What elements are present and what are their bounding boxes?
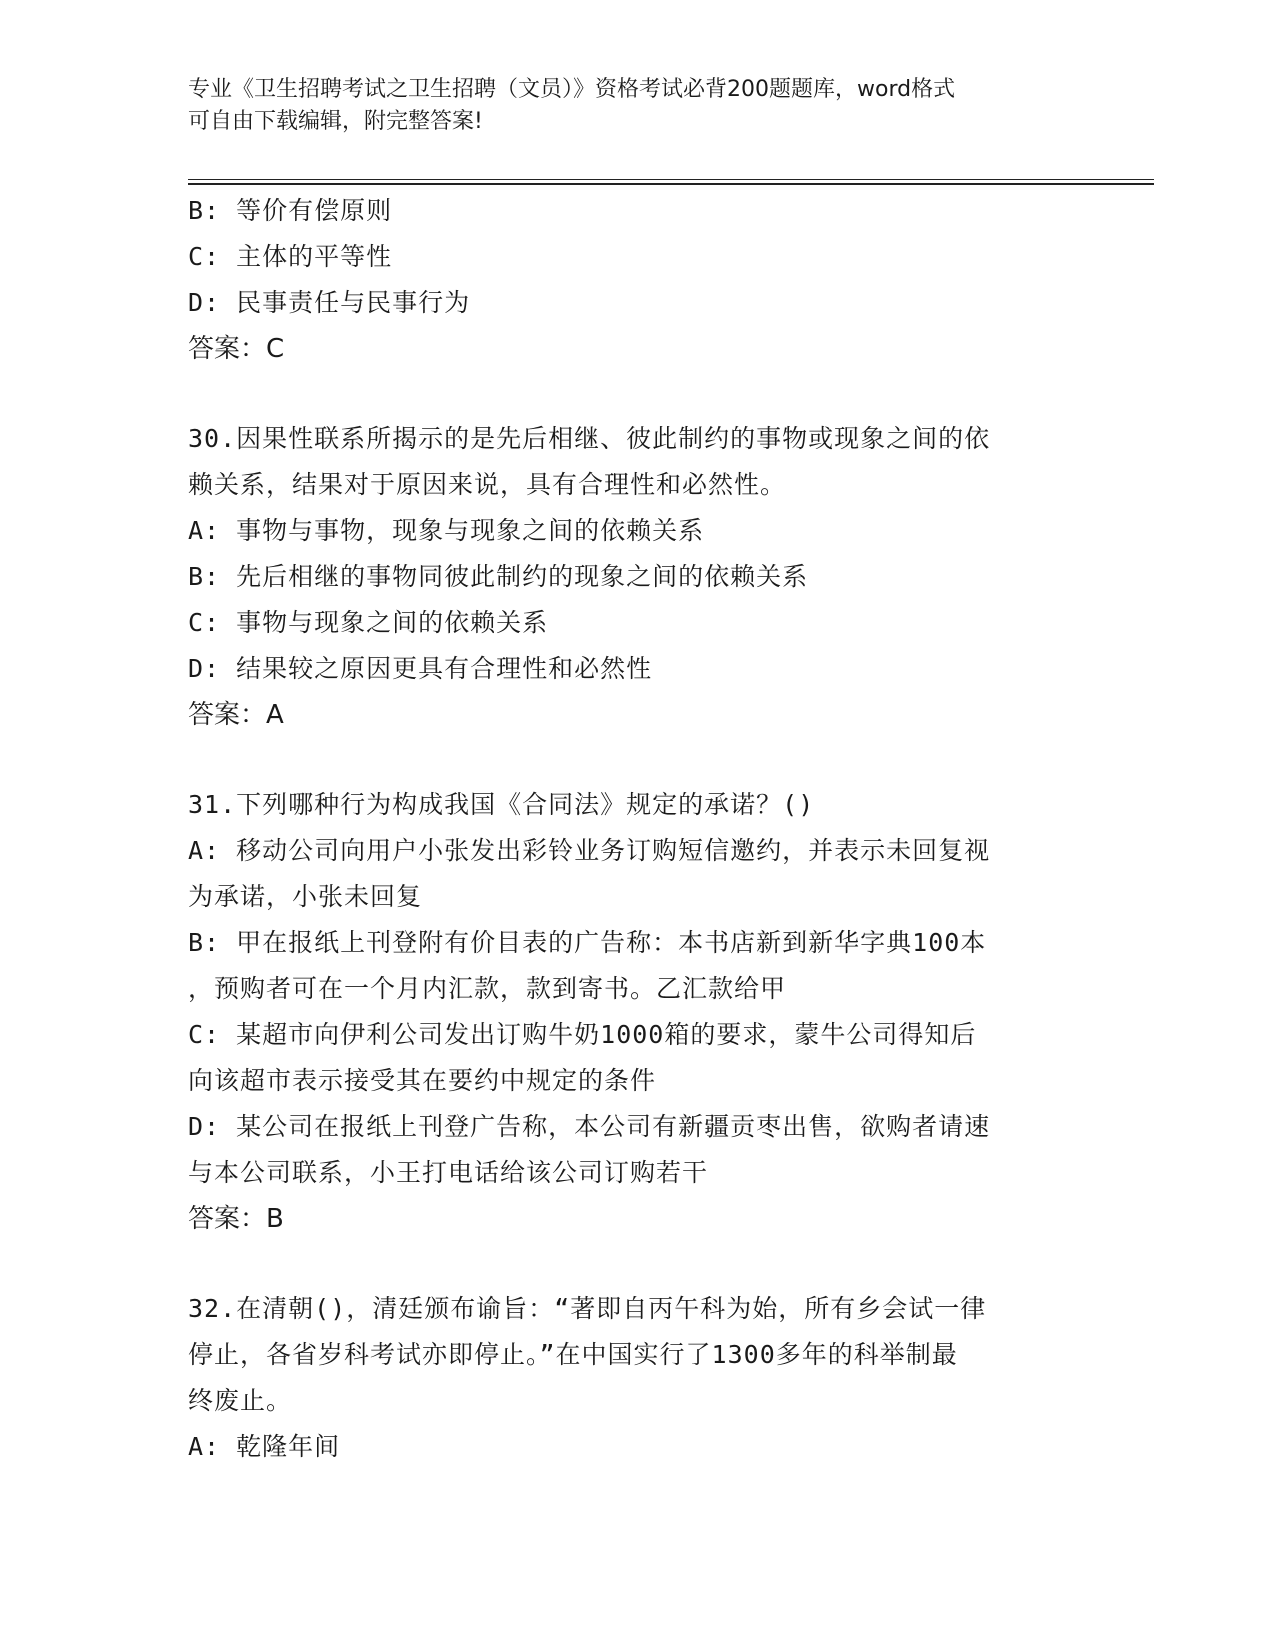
header-title-line-2: 可自由下载编辑，附完整答案!: [188, 109, 483, 134]
spacer: [188, 738, 1088, 782]
option-d: D: 民事责任与民事行为: [188, 288, 471, 317]
question-stem-continued: 停止，各省岁科考试亦即停止。”在中国实行了1300多年的科举制最: [188, 1340, 958, 1369]
option-a: A: 事物与事物，现象与现象之间的依赖关系: [188, 516, 705, 545]
question-list: [188, 188, 1088, 1470]
question-stem: 32.在清朝()，清廷颁布谕旨：“著即自丙午科为始，所有乡会试一律: [188, 1294, 987, 1323]
question-stem: 30.因果性联系所揭示的是先后相继、彼此制约的事物或现象之间的依: [188, 424, 991, 453]
option-a: A: 移动公司向用户小张发出彩铃业务订购短信邀约，并表示未回复视: [188, 836, 991, 865]
question-block-29: [188, 188, 1088, 372]
answer-line: 答案：C: [188, 334, 285, 364]
option-d: D: 结果较之原因更具有合理性和必然性: [188, 654, 653, 683]
question-block-30: [188, 416, 1088, 738]
option-d-continued: 与本公司联系，小王打电话给该公司订购若干: [188, 1158, 709, 1187]
answer-line: 答案：B: [188, 1204, 284, 1234]
option-b: B: 甲在报纸上刊登附有价目表的广告称：本书店新到新华字典100本: [188, 928, 987, 957]
answer-line: 答案：A: [188, 700, 284, 730]
header-divider-thick: [188, 183, 1154, 185]
question-stem-continued: 赖关系，结果对于原因来说，具有合理性和必然性。: [188, 470, 787, 499]
header-title-line-1: 专业《卫生招聘考试之卫生招聘（文员）》资格考试必背200题题库，word格式: [188, 77, 956, 102]
option-b: B: 先后相继的事物同彼此制约的现象之间的依赖关系: [188, 562, 809, 591]
question-block-31: [188, 782, 1088, 1242]
header-divider-thin: [188, 179, 1154, 180]
option-b-continued: ，预购者可在一个月内汇款，款到寄书。乙汇款给甲: [188, 974, 787, 1003]
option-b: B: 等价有偿原则: [188, 196, 393, 225]
question-block-32: [188, 1286, 1088, 1470]
option-c-continued: 向该超市表示接受其在要约中规定的条件: [188, 1066, 657, 1095]
question-stem-continued: 终废止。: [188, 1386, 293, 1415]
option-c: C: 某超市向伊利公司发出订购牛奶1000箱的要求，蒙牛公司得知后: [188, 1020, 977, 1049]
option-a-continued: 为承诺，小张未回复: [188, 882, 423, 911]
option-a: A: 乾隆年间: [188, 1432, 341, 1461]
document-header: [188, 74, 1088, 138]
option-d: D: 某公司在报纸上刊登广告称，本公司有新疆贡枣出售，欲购者请速: [188, 1112, 991, 1141]
option-c: C: 主体的平等性: [188, 242, 393, 271]
spacer: [188, 1242, 1088, 1286]
option-c: C: 事物与现象之间的依赖关系: [188, 608, 549, 637]
spacer: [188, 372, 1088, 416]
question-stem: 31.下列哪种行为构成我国《合同法》规定的承诺？(): [188, 790, 815, 819]
